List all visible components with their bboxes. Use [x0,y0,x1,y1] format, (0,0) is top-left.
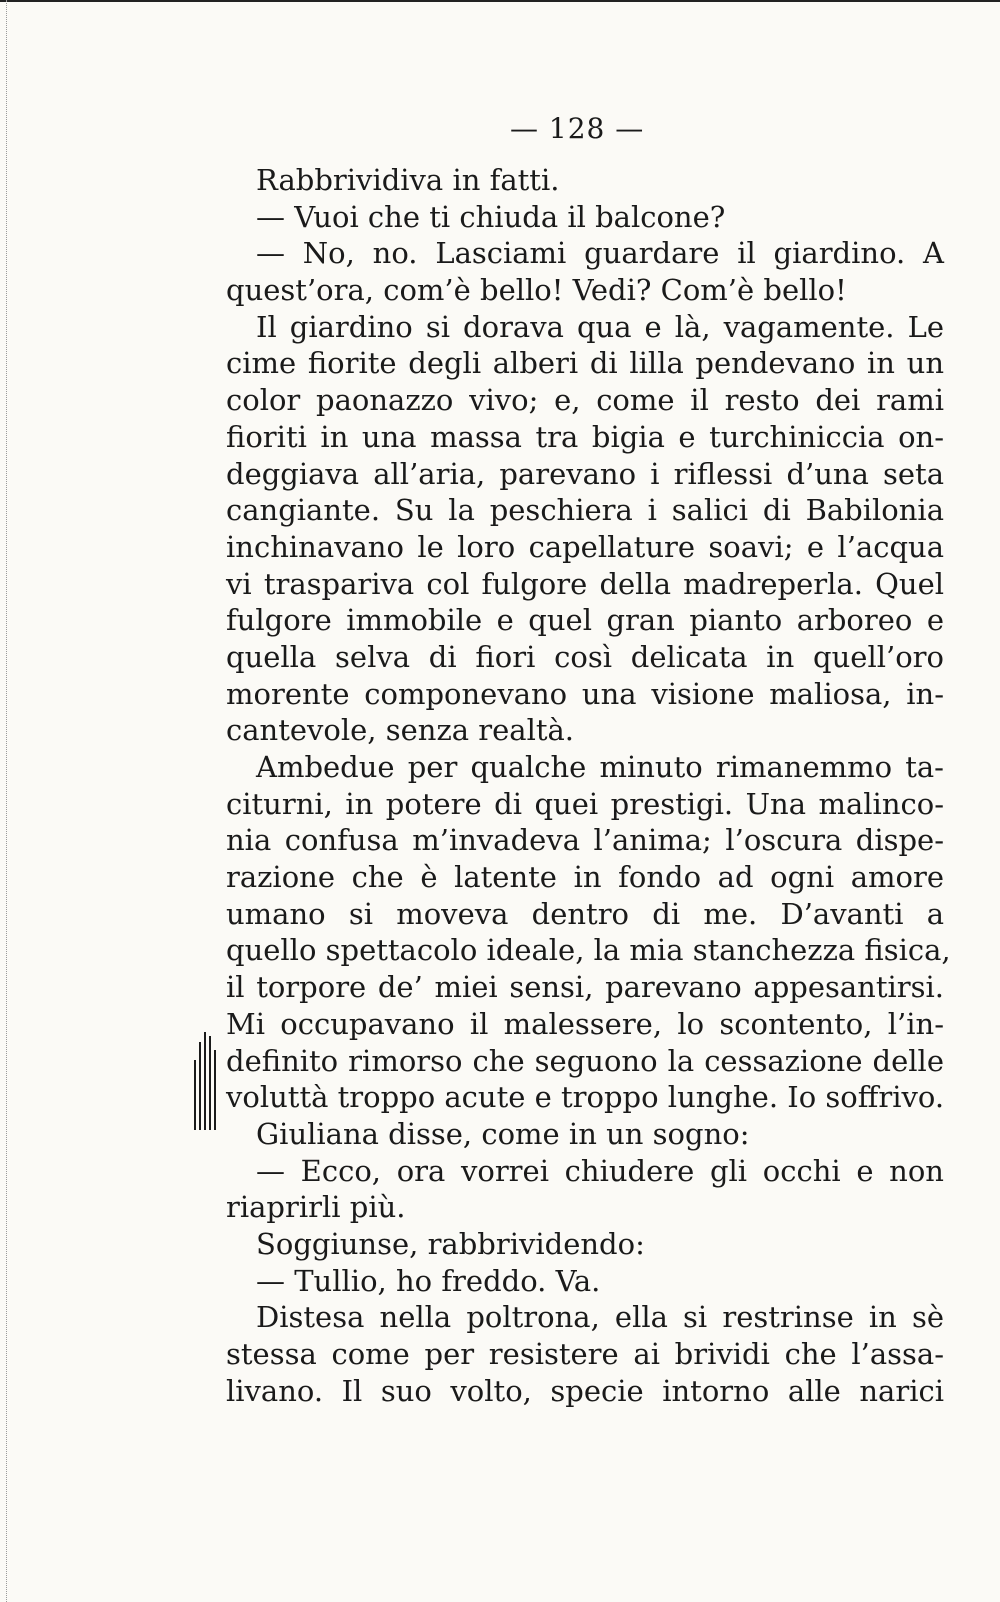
page-number: — 128 — [510,112,645,145]
text-line: quello spettacolo ideale, la mia stanchezza fisica, [226,933,951,968]
text-line: Rabbrividiva in fatti. [256,163,560,197]
text-line: morente componevano una visione maliosa, in- [226,676,944,711]
text-line: Soggiunse, rabbrividendo: [256,1226,645,1261]
page-top-edge [0,0,1000,2]
text-line: — No, no. Lasciami guardare il giardino. A [256,236,944,271]
text-line: Ambedue per qualche minuto rimanemmo ta- [256,750,944,784]
text-line: nia confusa m’invadeva l’anima; l’oscura dispe- [226,823,944,858]
text-line: razione che è latente in fondo ad ogni amore [226,860,944,895]
text-line: quest’ora, com’è bello! Vedi? Com’è bello! [226,273,847,308]
text-line: voluttà troppo acute e troppo lunghe. Io soffrivo. [226,1080,945,1115]
text-line: — Vuoi che ti chiuda il balcone? [256,199,726,234]
text-line: Giuliana disse, come in un sogno: [256,1116,750,1151]
text-line: stessa come per resistere ai brividi che l’assa- [226,1337,944,1371]
text-line: — Tullio, ho freddo. Va. [256,1263,601,1298]
text-line: color paonazzo vivo; e, come il resto dei rami [226,383,944,418]
text-line: Distesa nella poltrona, ella si restrinse in sè [256,1300,944,1335]
text-line: fulgore immobile e quel gran pianto arboreo e [226,603,944,638]
text-line: deggiava all’aria, parevano i riflessi d’una seta [226,456,944,491]
page-left-edge [6,0,8,1602]
text-line: citurni, in potere di quei prestigi. Una malinco- [226,786,944,821]
text-line: Mi occupavano il malessere, lo scontento, l’in- [226,1006,944,1041]
text-line: cangiante. Su la peschiera i salici di Babilonia [226,493,944,528]
text-line: quella selva di fiori così delicata in quell’oro [226,639,944,674]
margin-pencil-mark [192,1030,222,1130]
body-text [226,162,951,1409]
text-line: inchinavano le loro capellature soavi; e l’acqua [226,529,944,564]
text-line: fioriti in una massa tra bigia e turchiniccia on- [226,419,944,454]
text-line: — Ecco, ora vorrei chiudere gli occhi e non [256,1153,944,1188]
text-line: vi trаspariva col fulgore della madreperla. Quel [226,566,944,601]
text-line: livano. Il suo volto, specie intorno alle narici [226,1373,944,1408]
text-line: cime fiorite degli alberi di lilla pendevano in un [226,346,944,381]
text-line: definito rimorso che seguono la cessazione delle [226,1043,944,1078]
text-line: Il giardino si dorava qua e là, vagamente. Le [256,309,944,344]
text-line: riaprirli più. [226,1190,406,1225]
text-line: il torpore de’ miei sensi, parevano appesantirsi. [226,970,944,1005]
text-line: cantevole, senza realtà. [226,713,574,748]
text-line: umano si moveva dentro di me. D’avanti a [226,896,944,931]
